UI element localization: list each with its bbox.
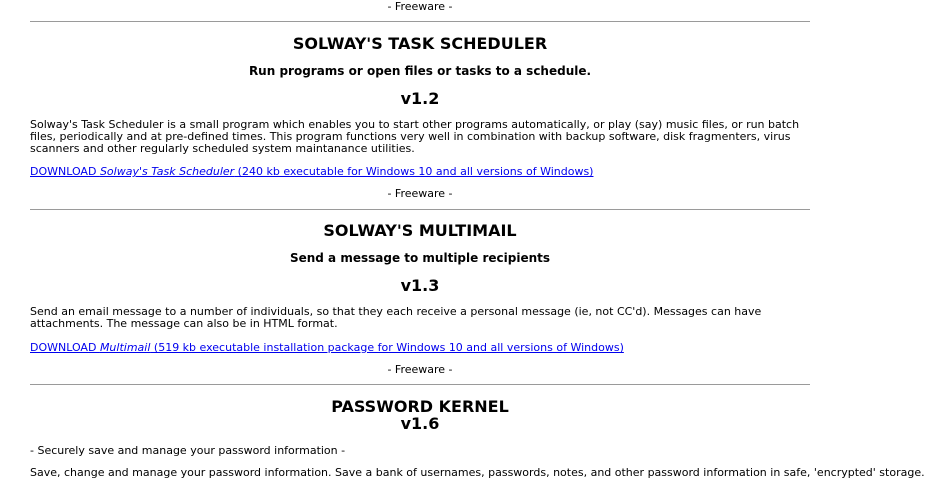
section-version-multimail: v1.3 xyxy=(400,276,440,295)
section-subtitle-task-scheduler: Run programs or open files or tasks to a schedule. xyxy=(248,64,592,78)
section-version-password-kernel: v1.6 xyxy=(400,414,440,433)
download-row-multimail xyxy=(30,341,810,354)
section-description-password-kernel: Save, change and manage your password information. Save a bank of usernames, passwords, notes, and other password information in safe, 'encrypted' storage. xyxy=(30,466,925,479)
section-title-password-kernel: PASSWORD KERNEL xyxy=(331,397,509,416)
section-title-task-scheduler: SOLWAY'S TASK SCHEDULER xyxy=(292,34,548,53)
download-link-multimail[interactable]: DOWNLOAD Multimail (519 kb executable installation package for Windows 10 and all versions of Windows) xyxy=(30,341,624,354)
freeware-label-top: - Freeware - xyxy=(387,0,453,13)
download-link-task-scheduler[interactable]: DOWNLOAD Solway's Task Scheduler (240 kb executable for Windows 10 and all versions of Windows) xyxy=(30,165,594,178)
divider xyxy=(30,21,810,22)
divider xyxy=(30,384,810,385)
freeware-label-multimail: - Freeware - xyxy=(387,363,453,376)
section-description-multimail: Send an email message to a number of individuals, so that they each receive a personal message (ie, not CC'd). Messages can have attachments. The message can also be in HTML format. xyxy=(30,305,762,330)
section-description-task-scheduler: Solway's Task Scheduler is a small program which enables you to start other programs automatically, or play (say) music files, or run batch files, periodically and at pre-defined times. This program functions very well in combination with backup software, disk fragmenters, virus scanners and other regularly scheduled system maintanance utilities. xyxy=(30,118,800,155)
download-row-task-scheduler xyxy=(30,165,810,178)
section-version-task-scheduler: v1.2 xyxy=(400,89,440,108)
divider xyxy=(30,209,810,210)
section-title-multimail: SOLWAY'S MULTIMAIL xyxy=(323,221,517,240)
section-subtitle-multimail: Send a message to multiple recipients xyxy=(289,251,551,265)
section-tagline-password-kernel: - Securely save and manage your password information - xyxy=(30,444,346,457)
freeware-label-task-scheduler: - Freeware - xyxy=(387,187,453,200)
